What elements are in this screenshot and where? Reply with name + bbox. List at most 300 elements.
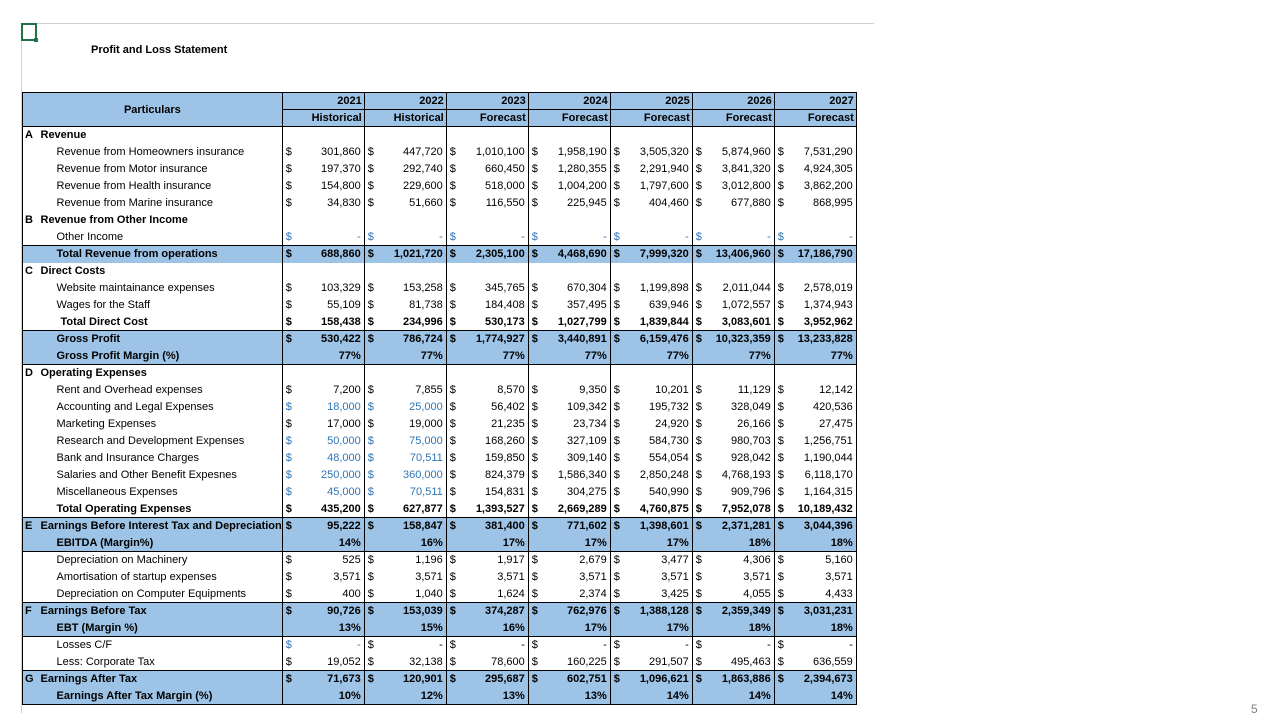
value-cell[interactable]	[294, 263, 364, 280]
section-letter	[23, 297, 37, 314]
value-cell[interactable]	[704, 212, 774, 229]
value-cell[interactable]: 7,200	[294, 382, 364, 399]
value-cell[interactable]: 18%	[704, 535, 774, 552]
currency-symbol	[528, 263, 540, 280]
value-cell[interactable]: -	[458, 229, 528, 246]
value-cell[interactable]: 602,751	[540, 671, 610, 688]
value-cell[interactable]: 14%	[704, 688, 774, 705]
value-cell[interactable]: 762,976	[540, 603, 610, 620]
value-cell[interactable]: 525	[294, 552, 364, 569]
value-cell[interactable]: 554,054	[622, 450, 692, 467]
value-cell[interactable]: 158,847	[376, 518, 446, 535]
row-label: Salaries and Other Benefit Expesnes	[37, 467, 283, 484]
value-cell[interactable]: 14%	[622, 688, 692, 705]
value-cell[interactable]: 10,189,432	[786, 501, 856, 518]
value-cell[interactable]: 15%	[376, 620, 446, 637]
table-row	[23, 484, 857, 501]
value-cell[interactable]: 3,012,800	[704, 178, 774, 195]
value-cell[interactable]: 4,768,193	[704, 467, 774, 484]
value-cell[interactable]: 17%	[540, 620, 610, 637]
value-cell[interactable]: 95,222	[294, 518, 364, 535]
value-cell[interactable]	[294, 365, 364, 382]
value-cell[interactable]: 518,000	[458, 178, 528, 195]
currency-symbol: $	[449, 180, 456, 192]
value-cell[interactable]: 32,138	[376, 654, 446, 671]
currency-symbol: $	[449, 587, 456, 600]
value-cell[interactable]: 77%	[704, 348, 774, 365]
currency-symbol: $	[695, 554, 702, 567]
value-cell[interactable]: 229,600	[376, 178, 446, 195]
value-cell[interactable]: 309,140	[540, 450, 610, 467]
value-cell[interactable]: 3,440,891	[540, 331, 610, 348]
value-cell[interactable]: 120,901	[376, 671, 446, 688]
value-cell[interactable]: 1,096,621	[622, 671, 692, 688]
value-cell[interactable]: 8,570	[458, 382, 528, 399]
value-cell[interactable]: 250,000	[294, 467, 364, 484]
value-cell[interactable]: 636,559	[786, 654, 856, 671]
value-cell[interactable]: 153,039	[376, 603, 446, 620]
value-cell[interactable]: 639,946	[622, 297, 692, 314]
value-cell[interactable]	[376, 365, 446, 382]
value-cell[interactable]: 786,724	[376, 331, 446, 348]
value-cell[interactable]: -	[704, 229, 774, 246]
value-cell[interactable]: 3,841,320	[704, 161, 774, 178]
value-cell[interactable]: 17%	[540, 535, 610, 552]
value-cell[interactable]: 688,860	[294, 246, 364, 263]
value-cell[interactable]: 11,129	[704, 382, 774, 399]
currency-symbol: $	[364, 331, 376, 348]
value-cell[interactable]: 9,350	[540, 382, 610, 399]
value-cell[interactable]: 345,765	[458, 280, 528, 297]
value-cell[interactable]: 109,342	[540, 399, 610, 416]
value-cell[interactable]: 3,571	[786, 569, 856, 586]
value-cell[interactable]: 660,450	[458, 161, 528, 178]
value-cell[interactable]	[786, 212, 856, 229]
value-cell[interactable]: 3,505,320	[622, 144, 692, 161]
currency-symbol: $	[364, 246, 376, 263]
currency-symbol	[774, 212, 786, 229]
row-label: Less: Corporate Tax	[37, 654, 283, 671]
value-cell[interactable]: 3,031,231	[786, 603, 856, 620]
value-cell[interactable]: 1,398,601	[622, 518, 692, 535]
section-letter: F	[23, 603, 37, 620]
currency-symbol: $	[695, 587, 702, 600]
value-cell[interactable]: 51,660	[376, 195, 446, 212]
value-cell[interactable]	[622, 212, 692, 229]
value-cell[interactable]: 374,287	[458, 603, 528, 620]
value-cell[interactable]	[458, 212, 528, 229]
value-cell[interactable]: 3,862,200	[786, 178, 856, 195]
value-cell[interactable]: 48,000	[294, 450, 364, 467]
value-cell[interactable]: 56,402	[458, 399, 528, 416]
value-cell[interactable]: 77%	[622, 348, 692, 365]
value-cell[interactable]: 1,010,100	[458, 144, 528, 161]
value-cell[interactable]: 291,507	[622, 654, 692, 671]
value-cell[interactable]: 3,571	[294, 569, 364, 586]
value-cell[interactable]: 12,142	[786, 382, 856, 399]
value-cell[interactable]: 2,011,044	[704, 280, 774, 297]
section-letter	[23, 178, 37, 195]
value-cell[interactable]: 909,796	[704, 484, 774, 501]
value-cell[interactable]: -	[294, 637, 364, 654]
value-cell[interactable]: 540,990	[622, 484, 692, 501]
value-cell[interactable]: 980,703	[704, 433, 774, 450]
value-cell[interactable]: -	[294, 229, 364, 246]
value-cell[interactable]: 154,800	[294, 178, 364, 195]
value-cell[interactable]: 77%	[540, 348, 610, 365]
currency-symbol: $	[367, 282, 374, 294]
value-cell[interactable]: 1,774,927	[458, 331, 528, 348]
currency-symbol: $	[531, 146, 538, 158]
value-cell[interactable]: 495,463	[704, 654, 774, 671]
value-cell[interactable]: 27,475	[786, 416, 856, 433]
currency-symbol: $	[774, 314, 786, 331]
value-cell[interactable]: 77%	[294, 348, 364, 365]
value-cell[interactable]: 5,160	[786, 552, 856, 569]
value-cell[interactable]: 50,000	[294, 433, 364, 450]
value-cell[interactable]: 7,855	[376, 382, 446, 399]
currency-symbol: $	[774, 246, 786, 263]
value-cell[interactable]	[704, 127, 774, 144]
currency-symbol: $	[777, 146, 784, 158]
value-cell[interactable]: -	[622, 637, 692, 654]
value-cell[interactable]: 90,726	[294, 603, 364, 620]
value-cell[interactable]: 292,740	[376, 161, 446, 178]
value-cell[interactable]: 868,995	[786, 195, 856, 212]
value-cell[interactable]: 2,359,349	[704, 603, 774, 620]
value-cell[interactable]: 2,291,940	[622, 161, 692, 178]
value-cell[interactable]: 10%	[294, 688, 364, 705]
value-cell[interactable]: 77%	[786, 348, 856, 365]
value-cell[interactable]: -	[376, 229, 446, 246]
value-cell[interactable]	[540, 127, 610, 144]
value-cell[interactable]: 7,999,320	[622, 246, 692, 263]
value-cell[interactable]: 45,000	[294, 484, 364, 501]
value-cell[interactable]: 7,952,078	[704, 501, 774, 518]
currency-symbol	[774, 535, 786, 552]
section-letter	[23, 331, 37, 348]
value-cell[interactable]	[376, 212, 446, 229]
currency-symbol: $	[446, 518, 458, 535]
value-cell[interactable]	[458, 263, 528, 280]
value-cell[interactable]: 2,669,289	[540, 501, 610, 518]
value-cell[interactable]: 3,571	[622, 569, 692, 586]
value-cell[interactable]: 3,571	[704, 569, 774, 586]
value-cell[interactable]: 13,406,960	[704, 246, 774, 263]
value-cell[interactable]: 2,394,673	[786, 671, 856, 688]
active-cell-selector[interactable]	[21, 23, 37, 41]
value-cell[interactable]: 13%	[294, 620, 364, 637]
value-cell[interactable]	[458, 127, 528, 144]
currency-symbol: $	[695, 146, 702, 158]
value-cell[interactable]: -	[786, 229, 856, 246]
value-cell[interactable]: 6,159,476	[622, 331, 692, 348]
value-cell[interactable]: 3,952,962	[786, 314, 856, 331]
value-cell[interactable]: 2,850,248	[622, 467, 692, 484]
value-cell[interactable]: 771,602	[540, 518, 610, 535]
value-cell[interactable]: 18%	[704, 620, 774, 637]
value-cell[interactable]: 530,173	[458, 314, 528, 331]
value-cell[interactable]: 55,109	[294, 297, 364, 314]
value-cell[interactable]: 1,393,527	[458, 501, 528, 518]
value-cell[interactable]: 197,370	[294, 161, 364, 178]
year-header: 2021	[282, 93, 364, 110]
value-cell[interactable]: 160,225	[540, 654, 610, 671]
value-cell[interactable]: 1,586,340	[540, 467, 610, 484]
value-cell[interactable]: 3,477	[622, 552, 692, 569]
table-row	[23, 518, 857, 535]
value-cell[interactable]: 1,199,898	[622, 280, 692, 297]
value-cell[interactable]: 4,306	[704, 552, 774, 569]
currency-symbol: $	[695, 571, 702, 583]
currency-symbol: $	[777, 571, 784, 583]
value-cell[interactable]: 1,256,751	[786, 433, 856, 450]
value-cell[interactable]: 13,233,828	[786, 331, 856, 348]
value-cell[interactable]: 3,571	[376, 569, 446, 586]
value-cell[interactable]: 404,460	[622, 195, 692, 212]
value-cell[interactable]: 1,863,886	[704, 671, 774, 688]
value-cell[interactable]: 13%	[540, 688, 610, 705]
value-cell[interactable]: 627,877	[376, 501, 446, 518]
currency-symbol: $	[774, 501, 786, 518]
value-cell[interactable]: 447,720	[376, 144, 446, 161]
value-cell[interactable]: 328,049	[704, 399, 774, 416]
value-cell[interactable]: 4,924,305	[786, 161, 856, 178]
value-cell[interactable]	[786, 365, 856, 382]
table-row	[23, 314, 857, 331]
value-cell[interactable]: -	[786, 637, 856, 654]
value-cell[interactable]: -	[540, 229, 610, 246]
currency-symbol: $	[285, 230, 292, 243]
currency-symbol: $	[695, 282, 702, 294]
value-cell[interactable]: 1,004,200	[540, 178, 610, 195]
currency-symbol: $	[695, 163, 702, 175]
value-cell[interactable]	[786, 127, 856, 144]
value-cell[interactable]: 19,052	[294, 654, 364, 671]
value-cell[interactable]: 5,874,960	[704, 144, 774, 161]
value-cell[interactable]	[622, 365, 692, 382]
value-cell[interactable]: 327,109	[540, 433, 610, 450]
forecast-type-header: Forecast	[528, 110, 610, 127]
value-cell[interactable]: 4,468,690	[540, 246, 610, 263]
value-cell[interactable]: 78,600	[458, 654, 528, 671]
section-letter	[23, 348, 37, 365]
value-cell[interactable]: 10,201	[622, 382, 692, 399]
value-cell[interactable]: 677,880	[704, 195, 774, 212]
value-cell[interactable]: 3,425	[622, 586, 692, 603]
value-cell[interactable]: 234,996	[376, 314, 446, 331]
value-cell[interactable]: 1,021,720	[376, 246, 446, 263]
value-cell[interactable]: 928,042	[704, 450, 774, 467]
value-cell[interactable]: 18,000	[294, 399, 364, 416]
row-label: Revenue from Homeowners insurance	[37, 144, 283, 161]
currency-symbol	[692, 535, 704, 552]
value-cell[interactable]: -	[622, 229, 692, 246]
value-cell[interactable]: 3,083,601	[704, 314, 774, 331]
value-cell[interactable]: 1,280,355	[540, 161, 610, 178]
value-cell[interactable]: 16%	[376, 535, 446, 552]
header-row-years	[23, 93, 857, 110]
value-cell[interactable]: 12%	[376, 688, 446, 705]
value-cell[interactable]: 1,958,190	[540, 144, 610, 161]
currency-symbol: $	[777, 163, 784, 175]
value-cell[interactable]	[376, 127, 446, 144]
value-cell[interactable]	[622, 263, 692, 280]
value-cell[interactable]	[294, 212, 364, 229]
value-cell[interactable]: 10,323,359	[704, 331, 774, 348]
value-cell[interactable]	[540, 263, 610, 280]
value-cell[interactable]: 19,000	[376, 416, 446, 433]
value-cell[interactable]: 16%	[458, 620, 528, 637]
value-cell[interactable]: 2,374	[540, 586, 610, 603]
value-cell[interactable]: 13%	[458, 688, 528, 705]
value-cell[interactable]: 3,571	[458, 569, 528, 586]
value-cell[interactable]: 360,000	[376, 467, 446, 484]
value-cell[interactable]: 420,536	[786, 399, 856, 416]
value-cell[interactable]: 7,531,290	[786, 144, 856, 161]
value-cell[interactable]: 195,732	[622, 399, 692, 416]
value-cell[interactable]: -	[540, 637, 610, 654]
value-cell[interactable]: 435,200	[294, 501, 364, 518]
value-cell[interactable]: 81,738	[376, 297, 446, 314]
currency-symbol: $	[613, 180, 620, 192]
value-cell[interactable]: 584,730	[622, 433, 692, 450]
value-cell[interactable]: 1,624	[458, 586, 528, 603]
value-cell[interactable]	[294, 127, 364, 144]
currency-symbol: $	[531, 571, 538, 583]
value-cell[interactable]: 103,329	[294, 280, 364, 297]
currency-symbol: $	[613, 418, 620, 430]
value-cell[interactable]	[622, 127, 692, 144]
currency-symbol	[692, 212, 704, 229]
currency-symbol: $	[449, 435, 456, 447]
value-cell[interactable]: 2,578,019	[786, 280, 856, 297]
value-cell[interactable]	[376, 263, 446, 280]
value-cell[interactable]: 1,917	[458, 552, 528, 569]
value-cell[interactable]: 14%	[786, 688, 856, 705]
value-cell[interactable]: 14%	[294, 535, 364, 552]
value-cell[interactable]	[540, 212, 610, 229]
value-cell[interactable]	[458, 365, 528, 382]
currency-symbol: $	[449, 299, 456, 311]
currency-symbol: $	[777, 452, 784, 464]
value-cell[interactable]: 71,673	[294, 671, 364, 688]
forecast-type-header: Forecast	[610, 110, 692, 127]
value-cell[interactable]: 26,166	[704, 416, 774, 433]
value-cell[interactable]: 1,797,600	[622, 178, 692, 195]
value-cell[interactable]: 17%	[622, 535, 692, 552]
value-cell[interactable]: 17%	[622, 620, 692, 637]
value-cell[interactable]: 184,408	[458, 297, 528, 314]
value-cell[interactable]: 1,839,844	[622, 314, 692, 331]
value-cell[interactable]: 158,438	[294, 314, 364, 331]
value-cell[interactable]: -	[458, 637, 528, 654]
value-cell[interactable]: 4,055	[704, 586, 774, 603]
value-cell[interactable]: 21,235	[458, 416, 528, 433]
currency-symbol: $	[695, 197, 702, 209]
value-cell[interactable]: 153,258	[376, 280, 446, 297]
currency-symbol	[364, 535, 376, 552]
value-cell[interactable]: 2,305,100	[458, 246, 528, 263]
value-cell[interactable]: 381,400	[458, 518, 528, 535]
value-cell[interactable]: 530,422	[294, 331, 364, 348]
value-cell[interactable]: 75,000	[376, 433, 446, 450]
currency-symbol: $	[777, 180, 784, 192]
value-cell[interactable]: 77%	[376, 348, 446, 365]
currency-symbol: $	[774, 603, 786, 620]
value-cell[interactable]: 3,044,396	[786, 518, 856, 535]
value-cell[interactable]: 6,118,170	[786, 467, 856, 484]
value-cell[interactable]: -	[704, 637, 774, 654]
value-cell[interactable]: 23,734	[540, 416, 610, 433]
value-cell[interactable]: 1,190,044	[786, 450, 856, 467]
value-cell[interactable]: 824,379	[458, 467, 528, 484]
value-cell[interactable]: 670,304	[540, 280, 610, 297]
value-cell[interactable]: 17%	[458, 535, 528, 552]
currency-symbol: $	[777, 384, 784, 396]
value-cell[interactable]: 77%	[458, 348, 528, 365]
value-cell[interactable]: 2,371,281	[704, 518, 774, 535]
value-cell[interactable]: 18%	[786, 620, 856, 637]
value-cell[interactable]: 295,687	[458, 671, 528, 688]
value-cell[interactable]	[704, 263, 774, 280]
value-cell[interactable]	[786, 263, 856, 280]
currency-symbol: $	[695, 452, 702, 464]
currency-symbol: $	[777, 587, 784, 600]
table-row	[23, 569, 857, 586]
value-cell[interactable]: 1,027,799	[540, 314, 610, 331]
value-cell[interactable]: 1,196	[376, 552, 446, 569]
value-cell[interactable]: 4,760,875	[622, 501, 692, 518]
value-cell[interactable]: 25,000	[376, 399, 446, 416]
value-cell[interactable]: 1,040	[376, 586, 446, 603]
value-cell[interactable]: 1,388,128	[622, 603, 692, 620]
value-cell[interactable]: 70,511	[376, 450, 446, 467]
value-cell[interactable]	[540, 365, 610, 382]
value-cell[interactable]: 24,920	[622, 416, 692, 433]
value-cell[interactable]: 1,072,557	[704, 297, 774, 314]
currency-symbol	[364, 348, 376, 365]
value-cell[interactable]: 357,495	[540, 297, 610, 314]
currency-symbol: $	[777, 230, 784, 243]
value-cell[interactable]: 225,945	[540, 195, 610, 212]
value-cell[interactable]: 154,831	[458, 484, 528, 501]
value-cell[interactable]: 168,260	[458, 433, 528, 450]
value-cell[interactable]: -	[376, 637, 446, 654]
currency-symbol	[774, 620, 786, 637]
value-cell[interactable]: 1,164,315	[786, 484, 856, 501]
value-cell[interactable]: 2,679	[540, 552, 610, 569]
currency-symbol: $	[282, 603, 294, 620]
currency-symbol: $	[610, 671, 622, 688]
value-cell[interactable]: 1,374,943	[786, 297, 856, 314]
value-cell[interactable]: 17,000	[294, 416, 364, 433]
value-cell[interactable]: 17,186,790	[786, 246, 856, 263]
value-cell[interactable]: 3,571	[540, 569, 610, 586]
value-cell[interactable]: 301,860	[294, 144, 364, 161]
value-cell[interactable]: 18%	[786, 535, 856, 552]
currency-symbol: $	[531, 587, 538, 600]
value-cell[interactable]: 400	[294, 586, 364, 603]
value-cell[interactable]: 70,511	[376, 484, 446, 501]
value-cell[interactable]	[704, 365, 774, 382]
value-cell[interactable]: 159,850	[458, 450, 528, 467]
currency-symbol: $	[449, 418, 456, 430]
value-cell[interactable]: 116,550	[458, 195, 528, 212]
value-cell[interactable]: 34,830	[294, 195, 364, 212]
value-cell[interactable]: 4,433	[786, 586, 856, 603]
value-cell[interactable]: 304,275	[540, 484, 610, 501]
